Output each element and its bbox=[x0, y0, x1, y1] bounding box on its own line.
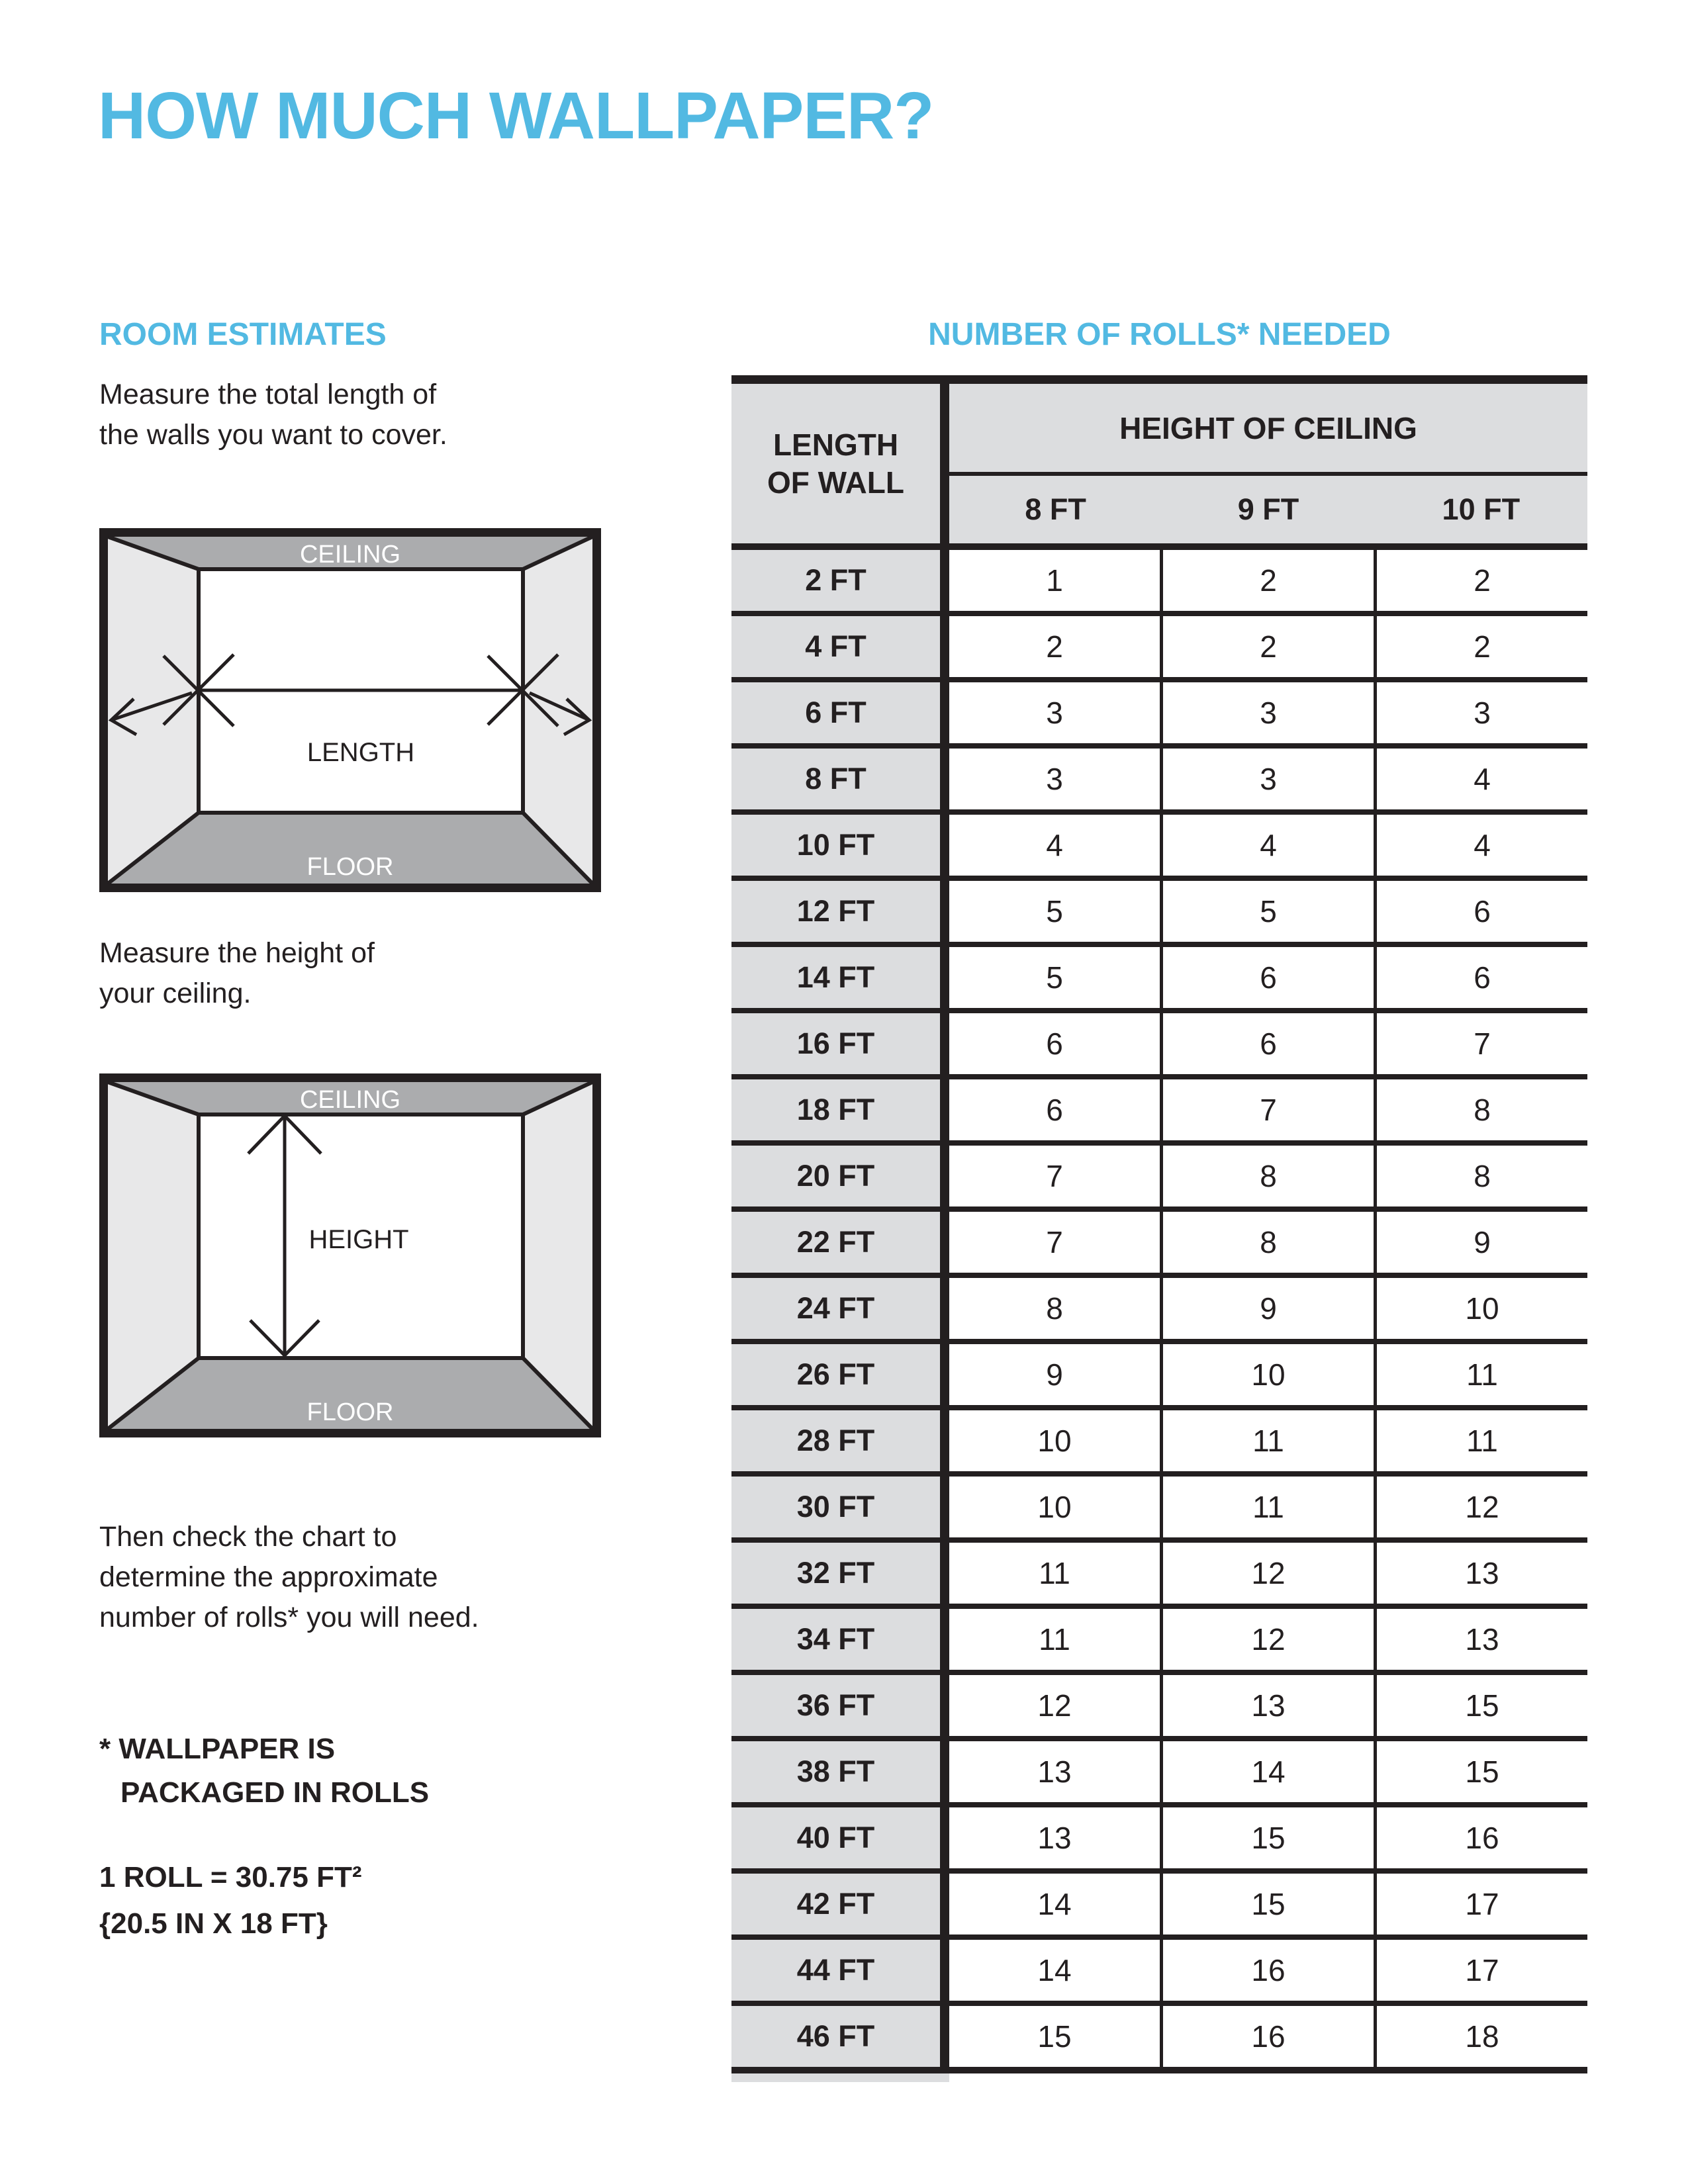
rolls-count-cell: 4 bbox=[1374, 815, 1587, 876]
rolls-count-cell: 4 bbox=[1046, 828, 1063, 862]
step3-line2: determine the approximate bbox=[99, 1561, 438, 1593]
rolls-count-cell: 12 bbox=[1037, 1688, 1072, 1723]
rolls-count-cell: 6 bbox=[1374, 881, 1587, 942]
table-row bbox=[731, 1675, 1587, 1741]
rolls-count-cell: 11 bbox=[1160, 1410, 1374, 1471]
rolls-count-cell: 16 bbox=[1160, 2006, 1374, 2067]
footnote-line1: * WALLPAPER IS bbox=[99, 1733, 336, 1765]
step1-line1: Measure the total length of bbox=[99, 379, 437, 410]
wall-length-label: 30 FT bbox=[731, 1477, 949, 1537]
rolls-count-cell: 13 bbox=[1037, 1754, 1072, 1789]
rolls-count-cell: 10 bbox=[1160, 1344, 1374, 1405]
rolls-count-cell: 10 bbox=[1374, 1278, 1587, 1339]
rolls-count-cell: 1 bbox=[1046, 563, 1063, 598]
rolls-count-cell: 10 bbox=[1037, 1490, 1072, 1524]
table-row bbox=[731, 682, 1587, 749]
table-row bbox=[731, 1079, 1587, 1146]
table-row bbox=[731, 1410, 1587, 1477]
rolls-count-cell: 15 bbox=[1160, 1874, 1374, 1934]
ceiling-height-10ft: 10 FT bbox=[1442, 492, 1521, 526]
table-row bbox=[731, 749, 1587, 815]
step2-text bbox=[99, 933, 375, 1014]
table-row bbox=[731, 1807, 1587, 1874]
table-row bbox=[731, 1609, 1587, 1675]
step3-line1: Then check the chart to bbox=[99, 1521, 397, 1553]
wall-length-label: 44 FT bbox=[731, 1940, 949, 2001]
step1-line2: the walls you want to cover. bbox=[99, 419, 447, 451]
wall-length-label: 36 FT bbox=[731, 1675, 949, 1736]
rolls-count-cell: 13 bbox=[1374, 1609, 1587, 1670]
rolls-count-cell: 16 bbox=[1374, 1807, 1587, 1868]
wall-length-label: 22 FT bbox=[731, 1212, 949, 1273]
rolls-count-cell: 16 bbox=[1160, 1940, 1374, 2001]
rolls-count-cell: 7 bbox=[1046, 1225, 1063, 1259]
table-row bbox=[731, 1212, 1587, 1278]
ceiling-heights-row bbox=[949, 476, 1587, 543]
rolls-count-cell: 15 bbox=[1037, 2019, 1072, 2054]
rolls-count-cell: 4 bbox=[1160, 815, 1374, 876]
rolls-count-cell: 13 bbox=[1037, 1821, 1072, 1855]
rolls-count-cell: 18 bbox=[1374, 2006, 1587, 2067]
wall-length-label: 4 FT bbox=[731, 616, 949, 677]
rolls-count-cell: 6 bbox=[1374, 947, 1587, 1008]
table-row bbox=[731, 947, 1587, 1013]
table-row bbox=[731, 1741, 1587, 1807]
rolls-count-cell: 11 bbox=[1039, 1556, 1070, 1590]
table-gray-tail bbox=[731, 2073, 949, 2082]
table-row bbox=[731, 1278, 1587, 1344]
rolls-count-cell: 3 bbox=[1160, 682, 1374, 743]
rolls-count-cell: 17 bbox=[1374, 1940, 1587, 2001]
rolls-count-cell: 8 bbox=[1374, 1146, 1587, 1206]
ceiling-label: CEILING bbox=[299, 1086, 401, 1114]
footnote-line2: PACKAGED IN ROLLS bbox=[120, 1776, 430, 1809]
wall-length-label: 16 FT bbox=[731, 1013, 949, 1074]
step2-line1: Measure the height of bbox=[99, 937, 375, 969]
rolls-count-cell: 2 bbox=[1160, 616, 1374, 677]
rolls-count-cell: 14 bbox=[1160, 1741, 1374, 1802]
rolls-count-cell: 13 bbox=[1374, 1543, 1587, 1604]
height-label: HEIGHT bbox=[308, 1225, 409, 1254]
wall-length-label: 34 FT bbox=[731, 1609, 949, 1670]
rolls-count-cell: 11 bbox=[1374, 1410, 1587, 1471]
table-row bbox=[731, 1344, 1587, 1410]
wall-length-label: 24 FT bbox=[731, 1278, 949, 1339]
rolls-count-cell: 2 bbox=[1374, 550, 1587, 611]
rolls-count-cell: 6 bbox=[1046, 1026, 1063, 1061]
wall-length-label: 40 FT bbox=[731, 1807, 949, 1868]
rolls-count-cell: 6 bbox=[1160, 947, 1374, 1008]
step1-text bbox=[99, 375, 447, 455]
rolls-count-cell: 2 bbox=[1374, 616, 1587, 677]
wall-length-label: 6 FT bbox=[731, 682, 949, 743]
rolls-count-cell: 15 bbox=[1374, 1741, 1587, 1802]
length-of-wall-line2: OF WALL bbox=[767, 465, 904, 500]
rolls-count-cell: 9 bbox=[1374, 1212, 1587, 1273]
rolls-count-cell: 2 bbox=[1160, 550, 1374, 611]
table-header-divider bbox=[731, 543, 1587, 550]
table-row bbox=[731, 1477, 1587, 1543]
wall-length-label: 20 FT bbox=[731, 1146, 949, 1206]
roll-spec-line2: {20.5 IN X 18 FT} bbox=[99, 1907, 328, 1940]
step3-line3: number of rolls* you will need. bbox=[99, 1602, 479, 1633]
rolls-count-cell: 3 bbox=[1046, 696, 1063, 730]
wall-length-label: 18 FT bbox=[731, 1079, 949, 1140]
rolls-needed-heading: NUMBER OF ROLLS* NEEDED bbox=[928, 317, 1391, 352]
table-row bbox=[731, 1940, 1587, 2006]
roll-spec bbox=[99, 1854, 362, 1947]
table-rows bbox=[731, 550, 1587, 2073]
wall-length-label: 28 FT bbox=[731, 1410, 949, 1471]
table-row bbox=[731, 2006, 1587, 2073]
rolls-count-cell: 12 bbox=[1160, 1609, 1374, 1670]
rolls-count-cell: 6 bbox=[1046, 1093, 1063, 1127]
rolls-count-cell: 2 bbox=[1046, 629, 1063, 664]
table-row bbox=[731, 1543, 1587, 1609]
floor-label: FLOOR bbox=[306, 853, 394, 881]
rolls-count-cell: 11 bbox=[1160, 1477, 1374, 1537]
rolls-count-cell: 7 bbox=[1046, 1159, 1063, 1193]
rolls-count-cell: 8 bbox=[1046, 1291, 1063, 1326]
page-title: HOW MUCH WALLPAPER? bbox=[98, 79, 934, 153]
room-height-diagram bbox=[99, 1073, 601, 1437]
room-length-diagram bbox=[99, 528, 601, 892]
wall-length-label: 14 FT bbox=[731, 947, 949, 1008]
wallpaper-rolls-footnote bbox=[99, 1727, 429, 1815]
rolls-count-cell: 17 bbox=[1374, 1874, 1587, 1934]
floor-label: FLOOR bbox=[306, 1398, 394, 1426]
length-of-wall-line1: LENGTH bbox=[773, 427, 899, 462]
ceiling-header-group bbox=[949, 384, 1587, 543]
rolls-count-cell: 7 bbox=[1374, 1013, 1587, 1074]
rolls-count-cell: 3 bbox=[1374, 682, 1587, 743]
wall-length-label: 8 FT bbox=[731, 749, 949, 809]
rolls-count-cell: 3 bbox=[1160, 749, 1374, 809]
rolls-count-cell: 9 bbox=[1160, 1278, 1374, 1339]
rolls-count-cell: 10 bbox=[1037, 1424, 1072, 1458]
wall-length-label: 2 FT bbox=[731, 550, 949, 611]
rolls-count-cell: 5 bbox=[1046, 894, 1063, 929]
table-row bbox=[731, 815, 1587, 881]
rolls-count-cell: 12 bbox=[1374, 1477, 1587, 1537]
rolls-count-cell: 5 bbox=[1046, 960, 1063, 995]
rolls-count-cell: 9 bbox=[1046, 1357, 1063, 1392]
length-of-wall-header bbox=[731, 384, 949, 543]
rolls-count-cell: 8 bbox=[1160, 1146, 1374, 1206]
table-row bbox=[731, 881, 1587, 947]
rolls-count-cell: 14 bbox=[1037, 1887, 1072, 1921]
wall-length-label: 26 FT bbox=[731, 1344, 949, 1405]
table-row bbox=[731, 616, 1587, 682]
ceiling-height-8ft: 8 FT bbox=[1025, 492, 1086, 526]
table-row bbox=[731, 1146, 1587, 1212]
table-top-bar bbox=[731, 375, 1587, 384]
wall-length-label: 38 FT bbox=[731, 1741, 949, 1802]
table-row bbox=[731, 1874, 1587, 1940]
rolls-count-cell: 7 bbox=[1160, 1079, 1374, 1140]
rolls-count-cell: 8 bbox=[1160, 1212, 1374, 1273]
wall-length-label: 46 FT bbox=[731, 2006, 949, 2067]
rolls-count-cell: 15 bbox=[1160, 1807, 1374, 1868]
roll-spec-line1: 1 ROLL = 30.75 FT² bbox=[99, 1861, 362, 1893]
table-row bbox=[731, 550, 1587, 616]
wall-length-label: 10 FT bbox=[731, 815, 949, 876]
wall-length-label: 32 FT bbox=[731, 1543, 949, 1604]
step2-line2: your ceiling. bbox=[99, 978, 252, 1009]
ceiling-height-9ft: 9 FT bbox=[1237, 492, 1299, 526]
rolls-count-cell: 13 bbox=[1160, 1675, 1374, 1736]
rolls-count-cell: 3 bbox=[1046, 762, 1063, 796]
height-of-ceiling-header: HEIGHT OF CEILING bbox=[949, 384, 1587, 476]
wall-length-label: 12 FT bbox=[731, 881, 949, 942]
ceiling-label: CEILING bbox=[299, 541, 401, 569]
table-header bbox=[731, 384, 1587, 543]
step3-text bbox=[99, 1517, 479, 1638]
rolls-count-cell: 11 bbox=[1039, 1622, 1070, 1657]
table-row bbox=[731, 1013, 1587, 1079]
rolls-count-cell: 14 bbox=[1037, 1953, 1072, 1987]
wall-length-label: 42 FT bbox=[731, 1874, 949, 1934]
rolls-count-cell: 12 bbox=[1160, 1543, 1374, 1604]
rolls-count-cell: 5 bbox=[1160, 881, 1374, 942]
length-label: LENGTH bbox=[306, 738, 415, 767]
rolls-count-cell: 6 bbox=[1160, 1013, 1374, 1074]
rolls-needed-table bbox=[731, 375, 1587, 2082]
rolls-count-cell: 4 bbox=[1374, 749, 1587, 809]
rolls-count-cell: 15 bbox=[1374, 1675, 1587, 1736]
rolls-count-cell: 11 bbox=[1374, 1344, 1587, 1405]
room-estimates-heading: ROOM ESTIMATES bbox=[99, 317, 387, 352]
rolls-count-cell: 8 bbox=[1374, 1079, 1587, 1140]
